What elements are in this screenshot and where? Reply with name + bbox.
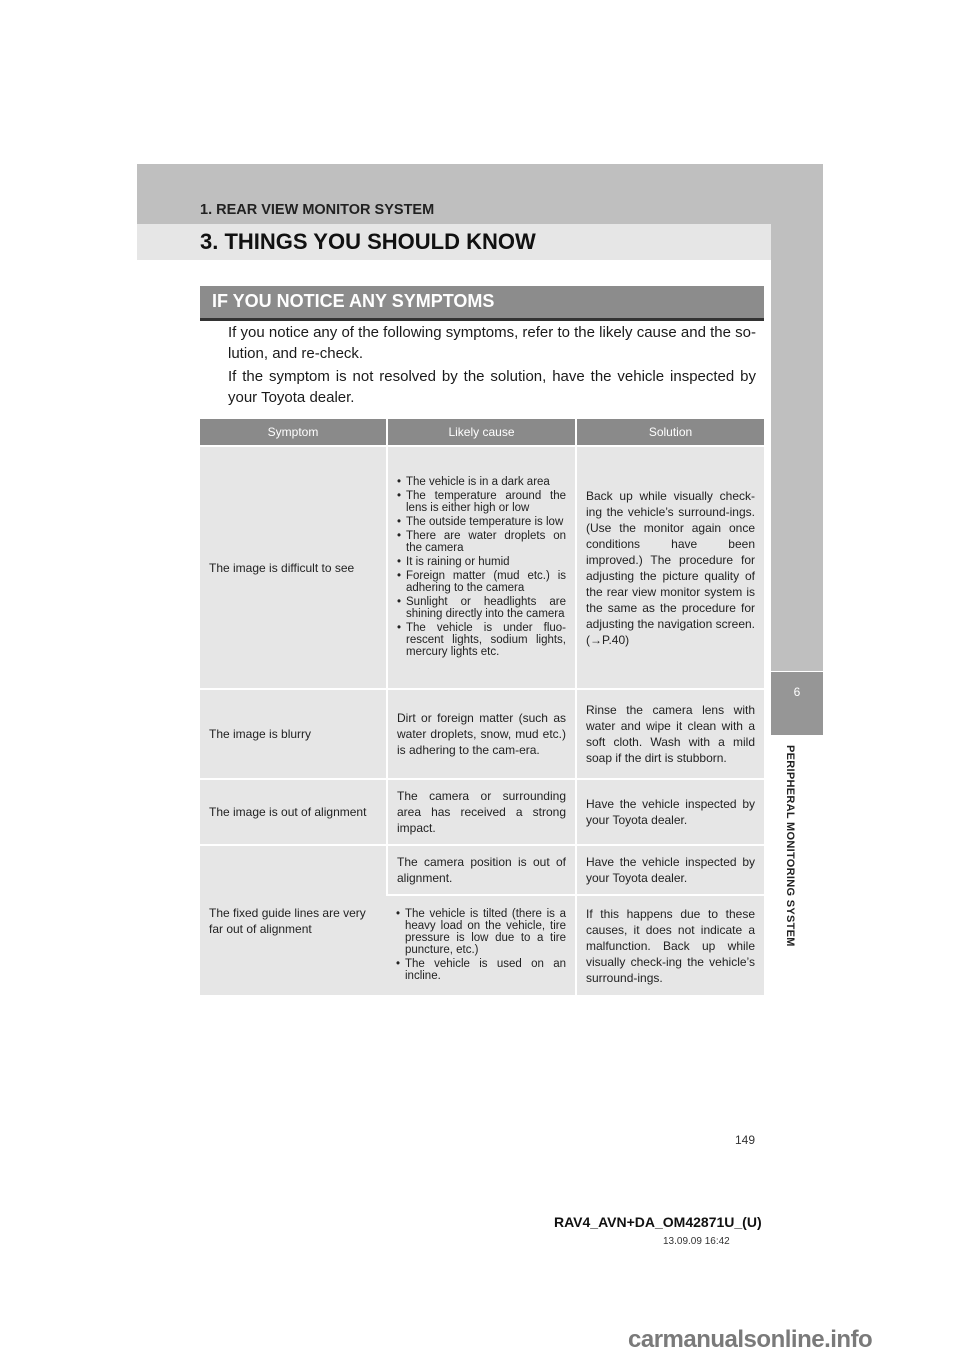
list-item: • The temperature around the lens is either high or low [397, 490, 566, 514]
cause-cell: The camera or surrounding area has received a strong impact. [387, 779, 576, 845]
chapter-title: 1. REAR VIEW MONITOR SYSTEM [200, 202, 435, 218]
solution-cell: If this happens due to these causes, it does not indicate a malfunction. Back up while visually check-ing the vehicle’s surround-ings. [576, 895, 764, 995]
table-row [200, 689, 764, 779]
symptom-cell: The image is blurry [200, 689, 387, 779]
header-solution: Solution [576, 419, 764, 446]
section-heading-bar [200, 286, 764, 321]
list-item: • The vehicle is tilted (there is a heavy load on the vehicle, tire pressure is low due to a tire puncture, etc.) [396, 908, 566, 956]
watermark: carmanualsonline.info [628, 1326, 873, 1353]
list-item: • The vehicle is under fluo-rescent lights, sodium lights, mercury lights etc. [397, 622, 566, 658]
page-title: 3. THINGS YOU SHOULD KNOW [200, 229, 536, 254]
cause-list [396, 908, 566, 982]
table-row [200, 845, 764, 895]
header-symptom: Symptom [200, 419, 387, 446]
list-item: • It is raining or humid [397, 556, 566, 568]
symptom-cell: The image is out of alignment [200, 779, 387, 845]
page-number: 149 [735, 1133, 756, 1147]
cause-cell: The camera position is out of alignment. [387, 845, 576, 895]
list-item: • Sunlight or headlights are shining directly into the camera [397, 596, 566, 620]
cause-list [397, 476, 566, 658]
intro-paragraph-1: If you notice any of the following symptoms, refer to the likely cause and the so-lution, and re-check. [228, 324, 756, 362]
intro-paragraph-2: If the symptom is not resolved by the solution, have the vehicle inspected by your Toyota dealer. [228, 368, 756, 406]
list-item: • The vehicle is used on an incline. [396, 958, 566, 982]
list-item: • The outside temperature is low [397, 516, 566, 528]
solution-cell: Have the vehicle inspected by your Toyota dealer. [576, 779, 764, 845]
solution-cell: Back up while visually check-ing the vehicle’s surround-ings. (Use the monitor again once conditions have been improved.) The procedure for adjusting the picture quality of the rear view monitor system is the same as the procedure for adjusting the navigation screen. (→P.40) [576, 446, 764, 689]
list-item: • Foreign matter (mud etc.) is adhering to the camera [397, 570, 566, 594]
table-row [200, 446, 764, 689]
header-likely-cause: Likely cause [387, 419, 576, 446]
solution-cell: Rinse the camera lens with water and wipe it clean with a soft cloth. Wash with a mild soap if the dirt is stubborn. [576, 689, 764, 779]
cause-cell: Dirt or foreign matter (such as water droplets, snow, mud etc.) is adhering to the cam-era. [387, 689, 576, 779]
cause-cell [387, 446, 576, 689]
table-header-row [200, 419, 764, 446]
cause-cell [387, 895, 576, 995]
symptom-table [200, 419, 764, 995]
section-heading: IF YOU NOTICE ANY SYMPTOMS [212, 291, 495, 311]
table-row [200, 779, 764, 845]
symptom-cell: The image is difficult to see [200, 446, 387, 689]
symptom-cell: The fixed guide lines are very far out of alignment [200, 845, 387, 995]
document-code: RAV4_AVN+DA_OM42871U_(U) [554, 1214, 762, 1230]
chapter-label-vertical: PERIPHERAL MONITORING SYSTEM [784, 745, 796, 947]
document-timestamp: 13.09.09 16:42 [663, 1236, 730, 1247]
list-item: • There are water droplets on the camera [397, 530, 566, 554]
chapter-number-tab[interactable]: 6 [771, 672, 823, 735]
solution-cell: Have the vehicle inspected by your Toyota dealer. [576, 845, 764, 895]
list-item: • The vehicle is in a dark area [397, 476, 566, 488]
side-tab-upper [771, 164, 823, 671]
